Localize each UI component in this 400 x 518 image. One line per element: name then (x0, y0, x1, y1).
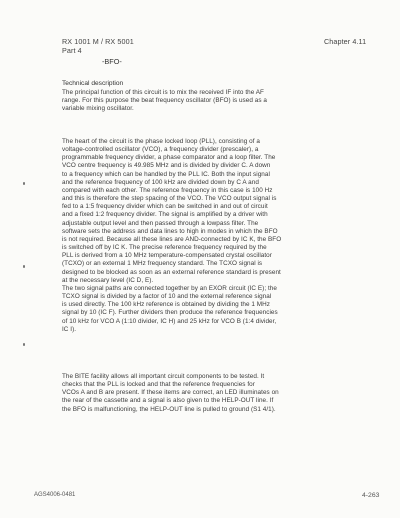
header-chapter: Chapter 4.11 (324, 37, 367, 46)
section-title: -BFO- (102, 57, 122, 66)
binding-hole-mark (23, 343, 25, 346)
paragraph-2: The heart of the circuit is the phase locked loop (PLL), consisting of a voltage-controlled oscillator (VCO), a frequency divider (prescaler), a programmable frequency divider, a phase comparator and a loop filter. The VCO centre frequency is 49.985 MHz and is divided by divider C. A down to a frequency which can be handled by the PLL IC. Both the input signal and the reference frequency of 100 kHz are divided down by C A and compared with each other. The reference frequency in this case is 100 Hz and this is therefore the step spacing of the VCO. The VCO output signal is fed to a 1:5 frequency divider which can be switched in and out of circuit and a fixed 1:2 frequency divider. The signal is amplified by a driver with adjustable output level and then passed through a lowpass filter. The software sets the address and data lines to high in modes in which the BFO is not required. Because all these lines are AND-connected by IC K, the BFO is switched off by IC K. The precise reference frequency required by the PLL is derived from a 10 MHz temperature-compensated crystal oscillator (TCXO) or an external 1 MHz frequency standard. The TCXO signal is designed to be blocked as soon as an external reference standard is present at the necessary level (IC D, E). (62, 138, 282, 284)
body-heading: Technical description (62, 80, 124, 87)
paragraph-1: The principal function of this circuit is to mix the received IF into the AF range. For this purpose the beat frequency oscillator (BFO) is used as a variable mixing oscillator. (62, 89, 267, 113)
paragraph-4: The BITE facility allows all important circuit components to be tested. It checks that the PLL is locked and that the reference frequencies for VCOs A and B are present. If these items are correct, an LED illuminates on the rear of the cassette and a signal is also given to the HELP-OUT line. If the BFO is malfunctioning, the HELP-OUT line is pulled to ground (S1 4/1). (62, 373, 279, 413)
header-part: Part 4 (62, 46, 82, 55)
footer-doc-code: AGS4006-0481 (34, 492, 76, 498)
binding-hole-mark (23, 265, 25, 268)
binding-hole-mark (23, 182, 25, 185)
header-model: RX 1001 M / RX 5001 (62, 37, 134, 46)
footer-page-number: 4-263 (362, 492, 380, 499)
paragraph-3: The two signal paths are connected together by an EXOR circuit (IC E); the TCXO signal is divided by a factor of 10 and the external reference signal is used directly. The 100 kHz reference is obtained by dividing the 1 MHz signal by 10 (IC F). Further dividers then produce the reference frequencies of 10 kHz for VCO A (1:10 divider, IC H) and 25 kHz for VCO B (1:4 divider, IC I). (62, 285, 278, 333)
